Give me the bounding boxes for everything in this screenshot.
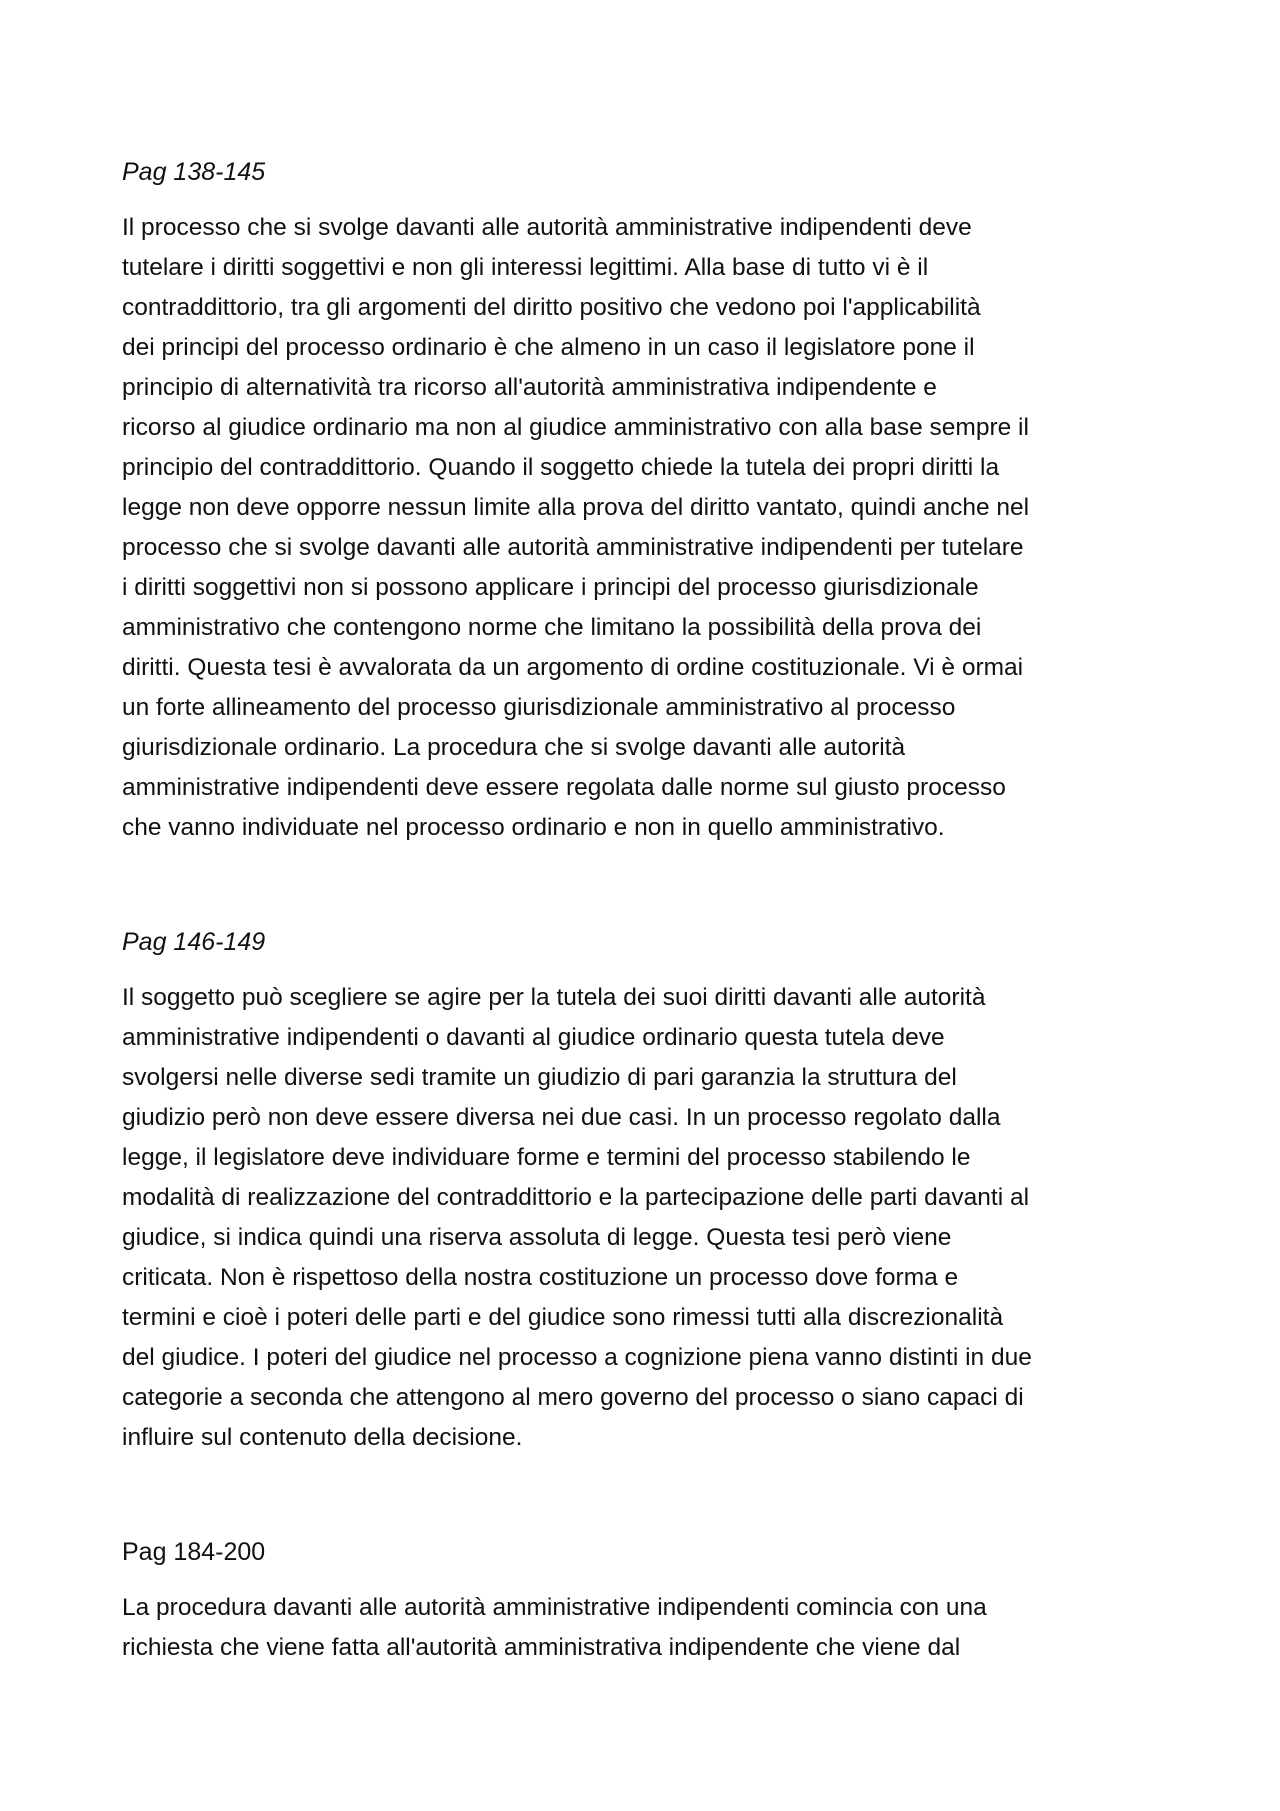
text-line: svolgersi nelle diverse sedi tramite un giudizio di pari garanzia la struttura del xyxy=(122,1064,957,1091)
text-line: termini e cioè i poteri delle parti e del giudice sono rimessi tutti alla discrezionalità xyxy=(122,1304,1004,1331)
section-paragraph xyxy=(122,1572,1170,1668)
section-heading: Pag 138-145 xyxy=(122,158,266,186)
section-pag-138-145 xyxy=(122,152,1170,848)
text-line: contraddittorio, tra gli argomenti del diritto positivo che vedono poi l'applicabilità xyxy=(122,294,981,321)
text-line: giurisdizionale ordinario. La procedura che si svolge davanti alle autorità xyxy=(122,734,906,761)
text-line: amministrativo che contengono norme che limitano la possibilità della prova dei xyxy=(122,614,982,641)
text-line: principio del contraddittorio. Quando il soggetto chiede la tutela dei propri diritti la xyxy=(122,454,1000,481)
text-line: dei principi del processo ordinario è che almeno in un caso il legislatore pone il xyxy=(122,334,975,361)
text-line: diritti. Questa tesi è avvalorata da un argomento di ordine costituzionale. Vi è ormai xyxy=(122,654,1024,681)
text-line: i diritti soggettivi non si possono applicare i principi del processo giurisdizionale xyxy=(122,574,979,601)
text-line: un forte allineamento del processo giurisdizionale amministrativo al processo xyxy=(122,694,956,721)
text-line: legge non deve opporre nessun limite alla prova del diritto vantato, quindi anche nel xyxy=(122,494,1030,521)
text-line: categorie a seconda che attengono al mero governo del processo o siano capaci di xyxy=(122,1384,1024,1411)
section-paragraph xyxy=(122,192,1170,848)
text-line: amministrative indipendenti deve essere regolata dalle norme sul giusto processo xyxy=(122,774,1006,801)
text-line: richiesta che viene fatta all'autorità amministrativa indipendente che viene dal xyxy=(122,1634,961,1661)
text-line: amministrative indipendenti o davanti al giudice ordinario questa tutela deve xyxy=(122,1024,945,1051)
text-line: criticata. Non è rispettoso della nostra costituzione un processo dove forma e xyxy=(122,1264,959,1291)
text-line: del giudice. I poteri del giudice nel processo a cognizione piena vanno distinti in due xyxy=(122,1344,1032,1371)
text-line: modalità di realizzazione del contraddittorio e la partecipazione delle parti davanti al xyxy=(122,1184,1030,1211)
text-line: che vanno individuate nel processo ordinario e non in quello amministrativo. xyxy=(122,814,945,841)
text-line: ricorso al giudice ordinario ma non al giudice amministrativo con alla base sempre il xyxy=(122,414,1029,441)
section-pag-146-149 xyxy=(122,922,1170,1458)
text-line: legge, il legislatore deve individuare forme e termini del processo stabilendo le xyxy=(122,1144,971,1171)
text-line: giudice, si indica quindi una riserva assoluta di legge. Questa tesi però viene xyxy=(122,1224,952,1251)
text-line: Il processo che si svolge davanti alle autorità amministrative indipendenti deve xyxy=(122,214,972,241)
section-pag-184-200 xyxy=(122,1532,1170,1668)
text-line: influire sul contenuto della decisione. xyxy=(122,1424,523,1451)
section-paragraph xyxy=(122,962,1170,1458)
section-heading: Pag 146-149 xyxy=(122,928,266,956)
section-heading: Pag 184-200 xyxy=(122,1538,266,1566)
text-line: principio di alternatività tra ricorso all'autorità amministrativa indipendente e xyxy=(122,374,937,401)
text-line: tutelare i diritti soggettivi e non gli interessi legittimi. Alla base di tutto vi è il xyxy=(122,254,929,281)
text-line: La procedura davanti alle autorità amministrative indipendenti comincia con una xyxy=(122,1594,987,1621)
text-line: giudizio però non deve essere diversa nei due casi. In un processo regolato dalla xyxy=(122,1104,1001,1131)
text-line: Il soggetto può scegliere se agire per la tutela dei suoi diritti davanti alle autorità xyxy=(122,984,986,1011)
text-line: processo che si svolge davanti alle autorità amministrative indipendenti per tutelare xyxy=(122,534,1024,561)
